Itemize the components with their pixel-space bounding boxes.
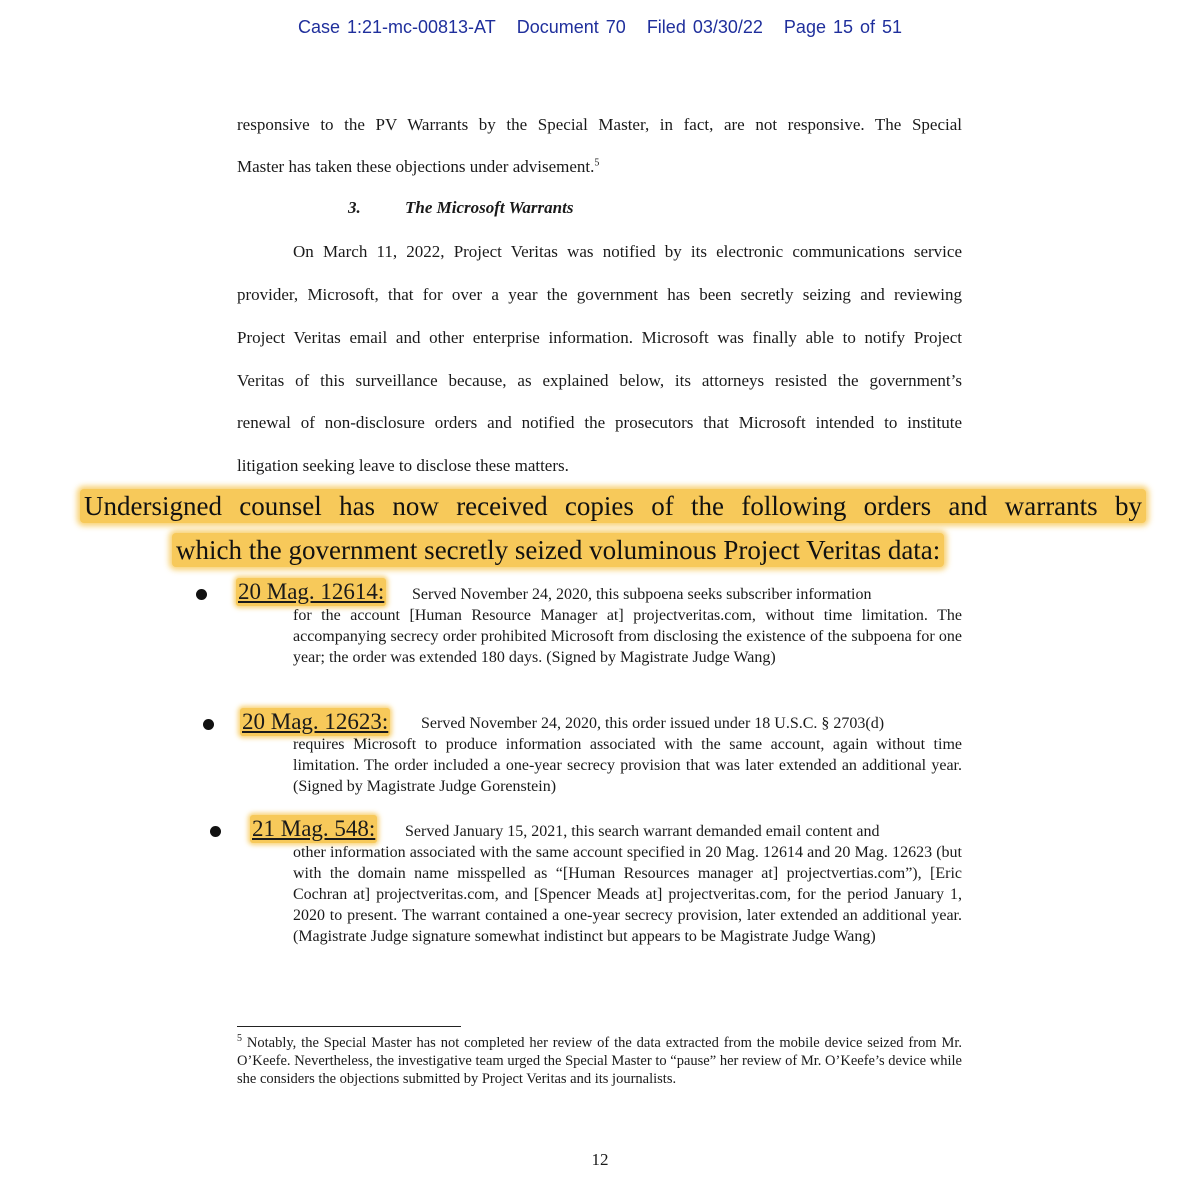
footnote-separator: [237, 1026, 461, 1027]
footnote-marker: 5: [237, 1033, 242, 1045]
paragraph-line: Veritas of this surveillance because, as explained below, its attorneys resisted the government’s: [237, 371, 962, 390]
item-first-line: Served November 24, 2020, this order issued under 18 U.S.C. § 2703(d): [421, 715, 885, 732]
item-body: requires Microsoft to produce information associated with the same account, again without time limitation. The order included a one-year secrecy provision that was later extended an additional year. (Signed by Magistrate Judge Gorenstein): [293, 736, 962, 795]
page-count: Page 15 of 51: [783, 17, 903, 37]
paragraph-line: provider, Microsoft, that for over a year the government has been secretly seizing and reviewing: [237, 285, 962, 304]
highlighted-line: which the government secretly seized voluminous Project Veritas data:: [172, 533, 944, 567]
filed-date: Filed 03/30/22: [646, 17, 763, 37]
footnote-reference: 5: [594, 157, 600, 169]
section-title: The Microsoft Warrants: [405, 198, 574, 217]
section-heading: [348, 198, 573, 218]
footnote: [237, 1034, 962, 1088]
item-label: 20 Mag. 12614:: [238, 579, 385, 604]
item-body: for the account [Human Resource Manager at] projectveritas.com, without time limitation. The accompanying secrecy order prohibited Microsoft from disclosing the existence of the subpoena for one year; the order was extended 180 days. (Signed by Magistrate Judge Wang): [293, 607, 962, 666]
highlighted-line: Undersigned counsel has now received copies of the following orders and warrants by: [80, 489, 1146, 523]
paragraph-line: litigation seeking leave to disclose these matters.: [237, 456, 569, 475]
item-body: other information associated with the same account specified in 20 Mag. 12614 and 20 Mag. 12623 (but with the domain name misspelled as “[Human Resources manager at] projectvertias.com”), [Eric Cochran at] projectveritas.com, and [Spencer Meads at] projectveritas.com, for the period January 1, 2020 to present. The warrant contained a one-year secrecy provision, later extended an additional year. (Magistrate Judge signature somewhat indistinct but appears to be Magistrate Judge Wang): [293, 844, 962, 945]
footnote-text: Notably, the Special Master has not completed her review of the data extracted from the mobile device seized from Mr. O’Keefe. Nevertheless, the investigative team urged the Special Master to “pause” her review of Mr. O’Keefe’s device while she considers the objections submitted by Project Veritas and its journalists.: [237, 1035, 963, 1087]
item-label: 21 Mag. 548:: [252, 816, 376, 841]
item-first-line: Served November 24, 2020, this subpoena seeks subscriber information: [412, 586, 872, 603]
paragraph-line: renewal of non-disclosure orders and notified the prosecutors that Microsoft intended to institute: [237, 413, 962, 432]
document-number: Document 70: [516, 17, 626, 37]
case-header: [0, 17, 1200, 38]
page-number: 12: [591, 1150, 609, 1169]
body-line-1: responsive to the PV Warrants by the Special Master, in fact, are not responsive. The Special: [237, 115, 962, 134]
section-number: 3.: [348, 198, 361, 217]
body-line-2: [237, 156, 962, 177]
bullet: [203, 719, 214, 730]
bullet: [210, 826, 221, 837]
bullet: [196, 589, 207, 600]
paragraph-line: Project Veritas email and other enterprise information. Microsoft was finally able to notify Project: [237, 328, 962, 347]
case-number: Case 1:21-mc-00813-AT: [297, 17, 496, 37]
paragraph-line: On March 11, 2022, Project Veritas was notified by its electronic communications service: [293, 242, 962, 261]
item-label: 20 Mag. 12623:: [242, 709, 389, 734]
item-first-line: Served January 15, 2021, this search warrant demanded email content and: [405, 823, 880, 840]
body-line-2-text: Master has taken these objections under advisement.: [237, 157, 595, 176]
